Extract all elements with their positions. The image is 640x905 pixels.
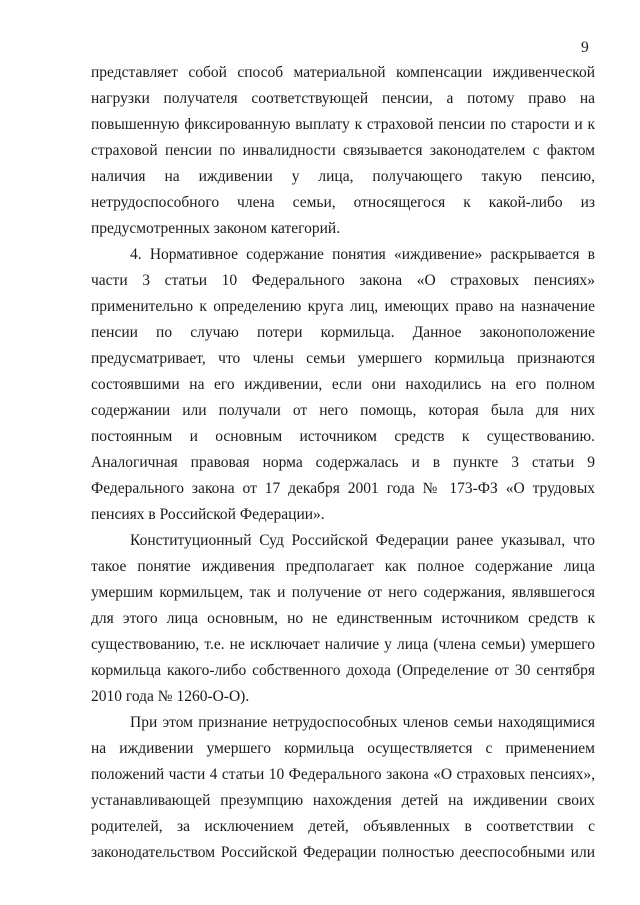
text-line: Федерального закона от 17 декабря 2001 года № 173-ФЗ «О трудовых (91, 480, 595, 497)
text-line: применительно к определению круга лиц, имеющих право на назначение (91, 298, 595, 315)
text-line: пенсиях в Российской Федерации». (91, 506, 325, 523)
text-line: 4. Нормативное содержание понятия «иждивение» раскрывается в (130, 246, 595, 263)
text-line: на иждивении умершего кормильца осуществляется с применением (91, 740, 595, 757)
text-line: умершим кормильцем, так и получение от него содержания, являвшегося (91, 584, 595, 601)
text-line: нетрудоспособного члена семьи, относящегося к какой-либо из (91, 194, 595, 211)
text-line: состоявшими на его иждивении, если они находились на его полном (91, 376, 595, 393)
text-line: 2010 года № 1260-О-О). (91, 688, 250, 705)
paragraph-3 (91, 528, 595, 710)
text-line: постоянным и основным источником средств к существованию. (91, 428, 595, 445)
text-line: повышенную фиксированную выплату к страховой пенсии по старости и к (91, 116, 595, 133)
text-line: такое понятие иждивения предполагает как полное содержание лица (91, 558, 595, 575)
text-line: законодательством Российской Федерации полностью дееспособными или (91, 844, 595, 861)
document-body (91, 60, 595, 866)
text-line: кормильца какого-либо собственного дохода (Определение от 30 сентября (91, 662, 595, 679)
text-line: предусматривает, что члены семьи умершего кормильца признаются (91, 350, 595, 367)
text-line: представляет собой способ материальной компенсации иждивенческой (91, 64, 595, 81)
text-line: предусмотренных законом категорий. (91, 220, 341, 237)
text-line: положений части 4 статьи 10 Федерального закона «О страховых пенсиях», (91, 766, 595, 783)
text-line: Аналогичная правовая норма содержалась и в пункте 3 статьи 9 (91, 454, 595, 471)
text-line: устанавливающей презумпцию нахождения детей на иждивении своих (91, 792, 595, 809)
text-line: При этом признание нетрудоспособных членов семьи находящимися (130, 714, 595, 731)
text-line: для этого лица основным, но не единственным источником средств к (91, 610, 595, 627)
paragraph-1 (91, 60, 595, 242)
text-line: части 3 статьи 10 Федерального закона «О страховых пенсиях» (91, 272, 595, 289)
text-line: пенсии по случаю потери кормильца. Данное законоположение (91, 324, 595, 341)
text-line: содержании или получали от него помощь, которая была для них (91, 402, 595, 419)
text-line: нагрузки получателя соответствующей пенсии, а потому право на (91, 90, 595, 107)
text-line: Конституционный Суд Российской Федерации ранее указывал, что (130, 532, 595, 549)
paragraph-4 (91, 710, 595, 866)
text-line: родителей, за исключением детей, объявленных в соответствии с (91, 818, 595, 835)
text-line: существованию, т.е. не исключает наличие у лица (члена семьи) умершего (91, 636, 595, 653)
paragraph-2 (91, 242, 595, 528)
page-number: 9 (581, 39, 589, 56)
text-line: наличия на иждивении у лица, получающего такую пенсию, (91, 168, 595, 185)
text-line: страховой пенсии по инвалидности связывается законодателем с фактом (91, 142, 595, 159)
